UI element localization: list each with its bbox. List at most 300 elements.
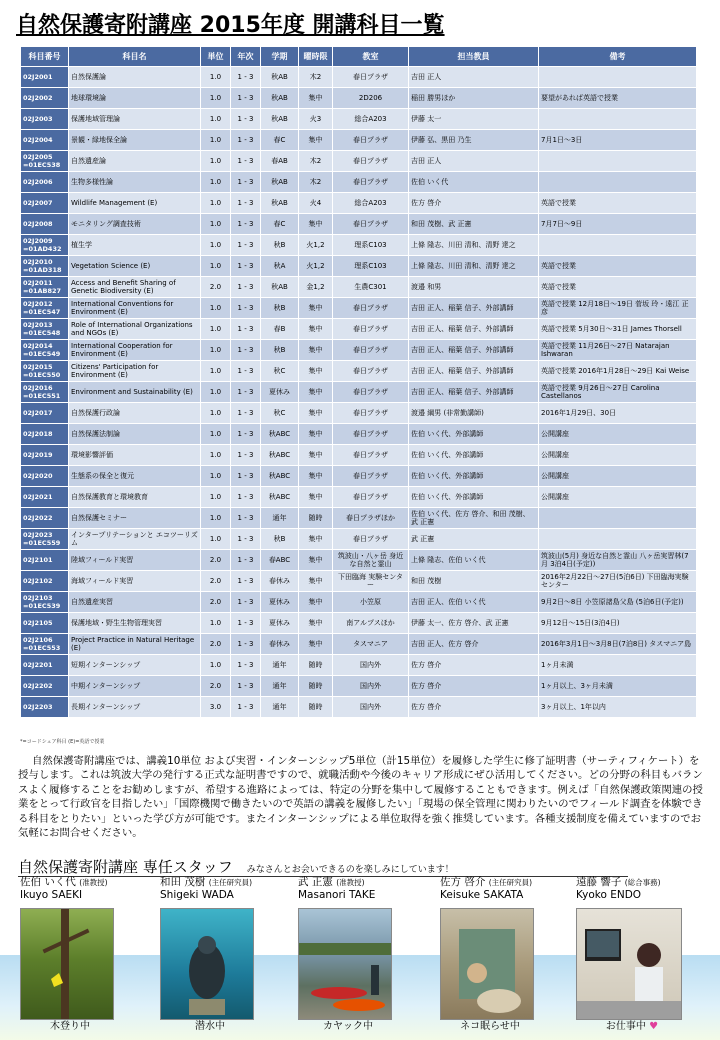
cell-time: 火3 [299, 109, 333, 130]
staff-photo-caption: ネコ眠らせ中 [460, 1021, 520, 1032]
cell-room: 国内外 [333, 697, 409, 718]
cell-teacher: 渡邉 綱男 (非常勤講師) [409, 403, 539, 424]
cell-year: 1 - 3 [231, 571, 261, 592]
cell-code: 02J2002 [21, 88, 69, 109]
cell-code: 02J2004 [21, 130, 69, 151]
cell-note: 2016年3月1日～3月8日(7泊8日) タスマニア島 [539, 634, 697, 655]
cell-time: 集中 [299, 361, 333, 382]
cell-time: 集中 [299, 214, 333, 235]
cell-term: 春C [261, 130, 299, 151]
cell-teacher: 吉田 正人、稲葉 信子、外部講師 [409, 382, 539, 403]
staff-name-ja: 和田 茂樹 [160, 876, 206, 888]
column-header: 学期 [261, 47, 299, 67]
cell-room: 春日プラザ [333, 172, 409, 193]
cell-room: 春日プラザ [333, 151, 409, 172]
cell-year: 1 - 3 [231, 424, 261, 445]
cell-year: 1 - 3 [231, 361, 261, 382]
cell-teacher: 伊藤 弘、黒田 乃生 [409, 130, 539, 151]
table-row [21, 613, 697, 634]
cell-credit: 1.0 [201, 151, 231, 172]
cell-credit: 1.0 [201, 655, 231, 676]
staff-name-ja: 遠藤 響子 [576, 876, 622, 888]
cell-note: 英語で授業 12月18日～19日 菅坂 玲・遠江 正彦 [539, 298, 697, 319]
cell-room: 春日プラザほか [333, 508, 409, 529]
cell-teacher: 佐方 啓介 [409, 697, 539, 718]
cell-time: 集中 [299, 550, 333, 571]
cell-room: 筑波山・八ヶ岳 身近な自然と霊山 [333, 550, 409, 571]
cell-teacher: 佐方 啓介 [409, 655, 539, 676]
cell-year: 1 - 3 [231, 466, 261, 487]
staff-card-wada [160, 876, 300, 1032]
cell-credit: 1.0 [201, 403, 231, 424]
cell-time: 集中 [299, 403, 333, 424]
course-table-body [21, 67, 697, 718]
cell-time: 随時 [299, 655, 333, 676]
cell-room: 生農C301 [333, 277, 409, 298]
cell-teacher: 吉田 正人 [409, 67, 539, 88]
cell-name: 自然保護行政論 [69, 403, 201, 424]
table-row [21, 130, 697, 151]
cell-term: 通年 [261, 508, 299, 529]
cat-sleeping-illustration [441, 909, 533, 1019]
cell-term: 秋AB [261, 172, 299, 193]
cell-note [539, 109, 697, 130]
cell-teacher: 佐伯 いく代、外部講師 [409, 466, 539, 487]
cell-year: 1 - 3 [231, 655, 261, 676]
cell-credit: 1.0 [201, 214, 231, 235]
cell-code: 02J2019 [21, 445, 69, 466]
staff-photo-caption: カヤック中 [323, 1021, 373, 1032]
table-row [21, 697, 697, 718]
cell-note: 公開講座 [539, 445, 697, 466]
cell-name: 自然遺産実習 [69, 592, 201, 613]
cell-time: 集中 [299, 592, 333, 613]
cell-teacher: 佐伯 いく代、外部講師 [409, 424, 539, 445]
cell-note: 英語で授業 5月30日～31日 James Thorsell [539, 319, 697, 340]
staff-photo-diving [160, 908, 254, 1020]
cell-note [539, 151, 697, 172]
cell-note: 2016年2月22日～27日(5泊6日) 下田臨海実験センター [539, 571, 697, 592]
cell-room: 春日プラザ [333, 361, 409, 382]
cell-code: 02J2022 [21, 508, 69, 529]
cell-note [539, 67, 697, 88]
cell-term: 春AB [261, 151, 299, 172]
cell-term: 通年 [261, 697, 299, 718]
cell-name: 地球環境論 [69, 88, 201, 109]
cell-credit: 1.0 [201, 88, 231, 109]
staff-name-ja: 佐伯 いく代 [20, 876, 76, 888]
cell-credit: 1.0 [201, 361, 231, 382]
cell-name: 自然遺産論 [69, 151, 201, 172]
cell-note: 1ヶ月以上、3ヶ月未満 [539, 676, 697, 697]
cell-year: 1 - 3 [231, 88, 261, 109]
cell-note [539, 529, 697, 550]
cell-year: 1 - 3 [231, 340, 261, 361]
cell-room: 総合A203 [333, 109, 409, 130]
cell-room: 総合A203 [333, 193, 409, 214]
cell-name: 植生学 [69, 235, 201, 256]
cell-room: 春日プラザ [333, 130, 409, 151]
staff-name-en: Masanori TAKE [298, 889, 376, 901]
staff-card-saeki [20, 876, 160, 1032]
staff-name-ja: 佐方 啓介 [440, 876, 486, 888]
cell-time: 随時 [299, 676, 333, 697]
cell-credit: 2.0 [201, 277, 231, 298]
cell-year: 1 - 3 [231, 676, 261, 697]
cell-name: 短期インターンシップ [69, 655, 201, 676]
cell-teacher: 吉田 正人、稲葉 信子、外部講師 [409, 340, 539, 361]
cell-code: 02J2007 [21, 193, 69, 214]
cell-credit: 2.0 [201, 571, 231, 592]
cell-room: 春日プラザ [333, 319, 409, 340]
cell-teacher: 佐伯 いく代、外部講師 [409, 445, 539, 466]
cell-term: 秋B [261, 529, 299, 550]
heart-icon: ♥ [649, 1021, 659, 1032]
table-row [21, 193, 697, 214]
cell-code: 02J2018 [21, 424, 69, 445]
column-header: 担当教員 [409, 47, 539, 67]
cell-name: 長期インターンシップ [69, 697, 201, 718]
cell-time: 集中 [299, 319, 333, 340]
table-row [21, 487, 697, 508]
cell-name: 生物多様性論 [69, 172, 201, 193]
cell-year: 1 - 3 [231, 235, 261, 256]
cell-time: 集中 [299, 634, 333, 655]
table-row [21, 655, 697, 676]
cell-credit: 1.0 [201, 424, 231, 445]
cell-credit: 1.0 [201, 235, 231, 256]
cell-year: 1 - 3 [231, 214, 261, 235]
cell-teacher: 和田 茂樹 [409, 571, 539, 592]
cell-note: 7月7日～9日 [539, 214, 697, 235]
cell-time: 火1,2 [299, 235, 333, 256]
cell-code: 02J2203 [21, 697, 69, 718]
cell-name: 景観・緑地保全論 [69, 130, 201, 151]
staff-heading-title: 自然保護寄附講座 専任スタッフ [18, 858, 233, 876]
cell-note: 2016年1月29日、30日 [539, 403, 697, 424]
cell-term: 秋AB [261, 277, 299, 298]
cell-name: 自然保護セミナー [69, 508, 201, 529]
table-row [21, 550, 697, 571]
staff-photo-cat [440, 908, 534, 1020]
cell-term: 春ABC [261, 550, 299, 571]
cell-name: インタープリテーションと エコツーリズム [69, 529, 201, 550]
cell-note: 英語で授業 9月26日～27日 Carolina Castellanos [539, 382, 697, 403]
staff-card-sakata [440, 876, 580, 1032]
cell-code: 02J2013 =01EC548 [21, 319, 69, 340]
cell-name: 生態系の保全と復元 [69, 466, 201, 487]
cell-code: 02J2001 [21, 67, 69, 88]
column-header: 曜時限 [299, 47, 333, 67]
cell-teacher: 佐伯 いく代、外部講師 [409, 487, 539, 508]
staff-role: (主任研究員) [488, 878, 533, 887]
cell-room: 理系C103 [333, 256, 409, 277]
cell-credit: 1.0 [201, 298, 231, 319]
cell-year: 1 - 3 [231, 319, 261, 340]
staff-card-endo [576, 876, 716, 1032]
cell-code: 02J2005 =01EC538 [21, 151, 69, 172]
cell-credit: 1.0 [201, 466, 231, 487]
cell-term: 秋C [261, 361, 299, 382]
cell-note: 7月1日～3日 [539, 130, 697, 151]
cell-note: 9月12日～15日(3泊4日) [539, 613, 697, 634]
table-row [21, 151, 697, 172]
cell-term: 夏休み [261, 382, 299, 403]
table-row [21, 340, 697, 361]
cell-room: 国内外 [333, 655, 409, 676]
table-row [21, 508, 697, 529]
cell-credit: 1.0 [201, 445, 231, 466]
cell-code: 02J2201 [21, 655, 69, 676]
cell-credit: 1.0 [201, 529, 231, 550]
cell-year: 1 - 3 [231, 613, 261, 634]
cell-year: 1 - 3 [231, 403, 261, 424]
table-row [21, 403, 697, 424]
cell-term: 秋AB [261, 67, 299, 88]
cell-note: 英語で授業 [539, 193, 697, 214]
table-row [21, 319, 697, 340]
column-header: 備考 [539, 47, 697, 67]
cell-note: 英語で授業 [539, 277, 697, 298]
table-row [21, 529, 697, 550]
cell-note: 公開講座 [539, 466, 697, 487]
cell-note [539, 508, 697, 529]
cell-time: 集中 [299, 424, 333, 445]
cell-note: 9月2日～8日 小笠原諸島父島 (5泊6日(予定)) [539, 592, 697, 613]
table-row [21, 424, 697, 445]
cell-room: 理系C103 [333, 235, 409, 256]
table-row [21, 109, 697, 130]
cell-term: 春B [261, 319, 299, 340]
table-row [21, 571, 697, 592]
cell-term: 秋B [261, 235, 299, 256]
cell-note: 1ヶ月未満 [539, 655, 697, 676]
cell-code: 02J2003 [21, 109, 69, 130]
cell-room: 国内外 [333, 676, 409, 697]
cell-room: 南アルプスほか [333, 613, 409, 634]
staff-name-ja: 武 正憲 [298, 876, 333, 888]
cell-name: Wildlife Management (E) [69, 193, 201, 214]
staff-role: (総合事務) [624, 878, 661, 887]
cell-time: 随時 [299, 508, 333, 529]
cell-year: 1 - 3 [231, 130, 261, 151]
cell-credit: 1.0 [201, 382, 231, 403]
cell-credit: 1.0 [201, 172, 231, 193]
table-row [21, 466, 697, 487]
cell-name: Environment and Sustainability (E) [69, 382, 201, 403]
cell-credit: 1.0 [201, 508, 231, 529]
table-row [21, 256, 697, 277]
column-header: 科目番号 [21, 47, 69, 67]
cell-name: 海域フィールド実習 [69, 571, 201, 592]
staff-photo-caption: 潜水中 [195, 1021, 225, 1032]
column-header: 年次 [231, 47, 261, 67]
staff-photo-caption [576, 1020, 688, 1033]
table-row [21, 277, 697, 298]
table-row [21, 361, 697, 382]
cell-teacher: 吉田 正人 [409, 151, 539, 172]
cell-credit: 2.0 [201, 676, 231, 697]
cell-teacher: 和田 茂樹、武 正憲 [409, 214, 539, 235]
cell-credit: 1.0 [201, 193, 231, 214]
cell-room: 春日プラザ [333, 403, 409, 424]
cell-teacher: 渡邉 和男 [409, 277, 539, 298]
cell-name: 陸域フィールド実習 [69, 550, 201, 571]
cell-code: 02J2017 [21, 403, 69, 424]
cell-name: Vegetation Science (E) [69, 256, 201, 277]
cell-note [539, 235, 697, 256]
cell-name: 自然保護法制論 [69, 424, 201, 445]
cell-teacher: 佐方 啓介 [409, 676, 539, 697]
cell-name: Project Practice in Natural Heritage (E) [69, 634, 201, 655]
table-row [21, 445, 697, 466]
cell-credit: 2.0 [201, 592, 231, 613]
cell-year: 1 - 3 [231, 382, 261, 403]
caption-text: お仕事中 [605, 1021, 646, 1032]
cell-teacher: 吉田 正人、佐方 啓介 [409, 634, 539, 655]
cell-year: 1 - 3 [231, 529, 261, 550]
cell-time: 集中 [299, 445, 333, 466]
cell-time: 集中 [299, 298, 333, 319]
cell-code: 02J2202 [21, 676, 69, 697]
cell-note: 公開講座 [539, 487, 697, 508]
cell-name: 環境影響評価 [69, 445, 201, 466]
cell-code: 02J2103 =01EC539 [21, 592, 69, 613]
cell-room: 春日プラザ [333, 340, 409, 361]
cell-time: 火1,2 [299, 256, 333, 277]
cell-term: 秋ABC [261, 445, 299, 466]
staff-tagline: みなさんとお会いできるのを楽しみにしています！ [246, 865, 454, 875]
cell-term: 秋AB [261, 193, 299, 214]
staff-photo-kayaking [298, 908, 392, 1020]
cell-room: 小笠原 [333, 592, 409, 613]
staff-name-en: Ikuyo SAEKI [20, 889, 83, 901]
table-header-row [21, 47, 697, 67]
cell-time: 集中 [299, 487, 333, 508]
cell-time: 集中 [299, 613, 333, 634]
cell-credit: 1.0 [201, 319, 231, 340]
cell-time: 火4 [299, 193, 333, 214]
cell-credit: 1.0 [201, 487, 231, 508]
cell-credit: 1.0 [201, 613, 231, 634]
cell-year: 1 - 3 [231, 550, 261, 571]
cell-note: 公開講座 [539, 424, 697, 445]
cell-teacher: 吉田 正人、稲葉 信子、外部講師 [409, 298, 539, 319]
cell-time: 集中 [299, 571, 333, 592]
staff-photo-caption: 木登り中 [50, 1021, 90, 1032]
cell-time: 集中 [299, 529, 333, 550]
cell-term: 秋B [261, 298, 299, 319]
staff-heading [18, 856, 454, 877]
cell-code: 02J2020 [21, 466, 69, 487]
cell-code: 02J2011 =01AB827 [21, 277, 69, 298]
staff-name-en: Shigeki WADA [160, 889, 234, 901]
cell-time: 集中 [299, 340, 333, 361]
cell-room: 春日プラザ [333, 424, 409, 445]
cell-term: 夏休み [261, 613, 299, 634]
cell-code: 02J2016 =01EC551 [21, 382, 69, 403]
cell-code: 02J2102 [21, 571, 69, 592]
cell-year: 1 - 3 [231, 256, 261, 277]
cell-teacher: 上條 隆志、佐伯 いく代 [409, 550, 539, 571]
table-row [21, 214, 697, 235]
cell-credit: 2.0 [201, 550, 231, 571]
cell-room: 春日プラザ [333, 487, 409, 508]
cell-time: 集中 [299, 88, 333, 109]
cell-note: 3ヶ月以上、1年以内 [539, 697, 697, 718]
cell-credit: 1.0 [201, 256, 231, 277]
cell-room: 春日プラザ [333, 445, 409, 466]
staff-role: (准教授) [79, 878, 108, 887]
column-header: 単位 [201, 47, 231, 67]
staff-role: (准教授) [336, 878, 365, 887]
cell-teacher: 佐方 啓介 [409, 193, 539, 214]
cell-time: 随時 [299, 697, 333, 718]
cell-room: 春日プラザ [333, 67, 409, 88]
cell-credit: 1.0 [201, 130, 231, 151]
cell-year: 1 - 3 [231, 487, 261, 508]
table-row [21, 592, 697, 613]
staff-name-en: Keisuke SAKATA [440, 889, 524, 901]
table-footnote: *=コードシェア科目 (E)=英語で授業 [20, 739, 105, 745]
staff-card-take [298, 876, 438, 1032]
cell-name: Citizens' Participation for Environment (E) [69, 361, 201, 382]
kayak-illustration [299, 909, 391, 1019]
cell-year: 1 - 3 [231, 508, 261, 529]
cell-teacher: 伊藤 太一、佐方 啓介、武 正憲 [409, 613, 539, 634]
cell-credit: 1.0 [201, 109, 231, 130]
cell-code: 02J2014 =01EC549 [21, 340, 69, 361]
table-row [21, 235, 697, 256]
cell-name: International Conventions for Environment (E) [69, 298, 201, 319]
table-row [21, 382, 697, 403]
cell-year: 1 - 3 [231, 109, 261, 130]
cell-year: 1 - 3 [231, 298, 261, 319]
cell-credit: 1.0 [201, 340, 231, 361]
cell-term: 通年 [261, 676, 299, 697]
cell-time: 金1,2 [299, 277, 333, 298]
cell-teacher: 吉田 正人、稲葉 信子、外部講師 [409, 361, 539, 382]
cell-note: 英語で授業 2016年1月28日～29日 Kai Weise [539, 361, 697, 382]
cell-code: 02J2021 [21, 487, 69, 508]
cell-code: 02J2105 [21, 613, 69, 634]
cell-time: 木2 [299, 172, 333, 193]
table-row [21, 67, 697, 88]
cell-year: 1 - 3 [231, 697, 261, 718]
cell-name: Access and Benefit Sharing of Genetic Biodiversity (E) [69, 277, 201, 298]
cell-room: タスマニア [333, 634, 409, 655]
cell-note: 要望があれば英語で授業 [539, 88, 697, 109]
cell-year: 1 - 3 [231, 193, 261, 214]
cell-note: 筑波山(5月) 身近な自然と霊山 八ヶ岳実習林(7月 3泊4日(予定)) [539, 550, 697, 571]
cell-name: 中期インターンシップ [69, 676, 201, 697]
cell-time: 集中 [299, 466, 333, 487]
table-row [21, 676, 697, 697]
course-table [20, 46, 697, 718]
cell-teacher: 吉田 正人、佐伯 いく代 [409, 592, 539, 613]
cell-teacher: 武 正憲 [409, 529, 539, 550]
cell-code: 02J2023 =01EC559 [21, 529, 69, 550]
cell-time: 集中 [299, 130, 333, 151]
cell-name: モニタリング調査技術 [69, 214, 201, 235]
cell-code: 02J2010 =01AD318 [21, 256, 69, 277]
cell-year: 1 - 3 [231, 277, 261, 298]
cell-term: 秋AB [261, 109, 299, 130]
cell-code: 02J2015 =01EC550 [21, 361, 69, 382]
cell-room: 2D206 [333, 88, 409, 109]
tree-climbing-illustration [21, 909, 113, 1019]
cell-room: 春日プラザ [333, 214, 409, 235]
